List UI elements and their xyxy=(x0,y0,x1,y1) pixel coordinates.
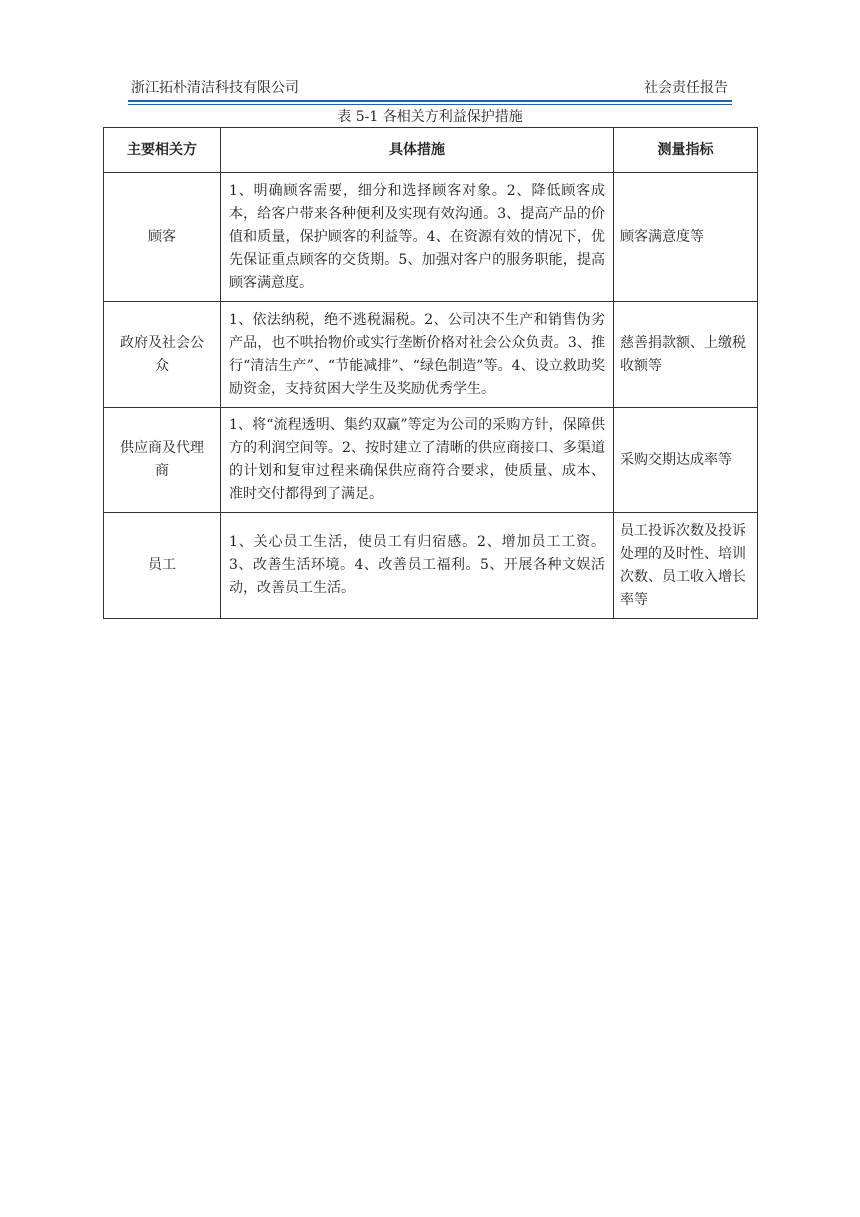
measures-cell: 1、关心员工生活，使员工有归宿感。2、增加员工工资。3、改善生活环境。4、改善员工福利。5、开展各种文娱活动，改善员工生活。 xyxy=(221,513,614,619)
party-cell: 供应商及代理商 xyxy=(104,408,221,513)
table-header-row xyxy=(104,128,758,173)
header-rule-thick xyxy=(128,100,732,102)
company-name: 浙江拓朴清洁科技有限公司 xyxy=(131,80,299,96)
party-cell: 政府及社会公众 xyxy=(104,302,221,408)
table-row xyxy=(104,408,758,513)
stakeholder-table xyxy=(103,127,758,619)
indicator-cell: 员工投诉次数及投诉处理的及时性、培训次数、员工收入增长率等 xyxy=(614,513,758,619)
column-header-indicator: 测量指标 xyxy=(614,128,758,173)
party-cell: 员工 xyxy=(104,513,221,619)
measures-cell: 1、将“流程透明、集约双赢”等定为公司的采购方针，保障供方的利润空间等。2、按时建立了清晰的供应商接口、多渠道的计划和复审过程来确保供应商符合要求，使质量、成本、准时交付都得到了满足。 xyxy=(221,408,614,513)
table-row xyxy=(104,302,758,408)
table-row xyxy=(104,173,758,302)
table-caption: 表 5-1 各相关方利益保护措施 xyxy=(337,109,523,125)
indicator-cell: 采购交期达成率等 xyxy=(614,408,758,513)
party-cell: 顾客 xyxy=(104,173,221,302)
indicator-cell: 顾客满意度等 xyxy=(614,173,758,302)
report-title: 社会责任报告 xyxy=(644,80,728,96)
indicator-cell: 慈善捐款额、上缴税收额等 xyxy=(614,302,758,408)
column-header-party: 主要相关方 xyxy=(104,128,221,173)
measures-cell: 1、依法纳税，绝不逃税漏税。2、公司决不生产和销售伪劣产品，也不哄抬物价或实行垄断价格对社会公众负责。3、推行“清洁生产”、“节能减排”、“绿色制造”等。4、设立救助奖励资金，支持贫困大学生及奖励优秀学生。 xyxy=(221,302,614,408)
header-rule-thin xyxy=(128,104,732,105)
column-header-measures: 具体措施 xyxy=(221,128,614,173)
measures-cell: 1、明确顾客需要，细分和选择顾客对象。2、降低顾客成本，给客户带来各种便利及实现有效沟通。3、提高产品的价值和质量，保护顾客的利益等。4、在资源有效的情况下，优先保证重点顾客的交货期。5、加强对客户的服务职能，提高顾客满意度。 xyxy=(221,173,614,302)
page-header xyxy=(128,78,732,102)
table-row xyxy=(104,513,758,619)
